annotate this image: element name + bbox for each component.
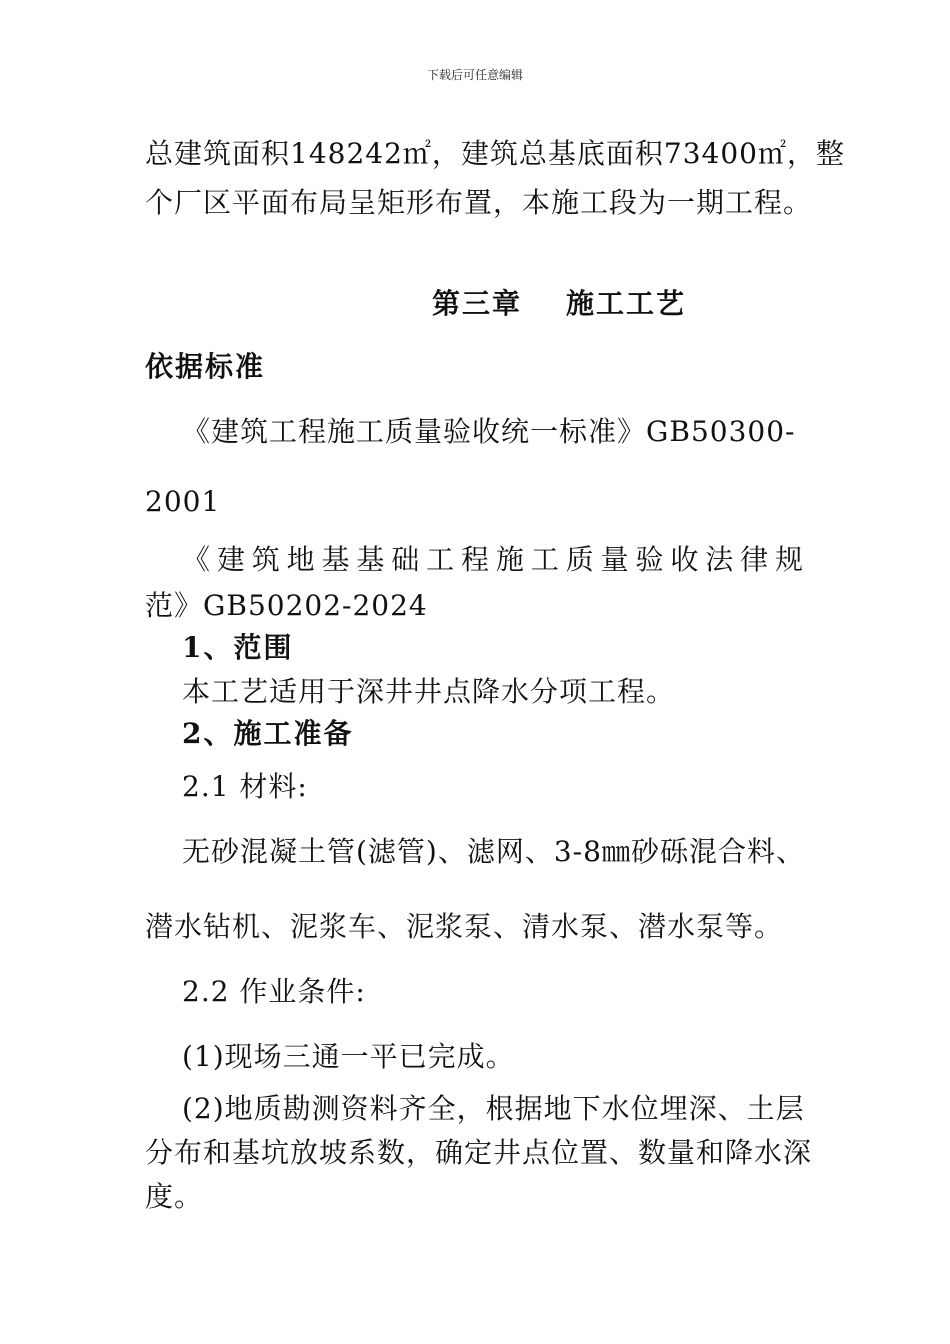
page-header: 下载后可任意编辑 (426, 68, 523, 82)
chapter-title: 施工工艺 (566, 287, 687, 320)
scope-text: 本工艺适用于深井井点降水分项工程。 (182, 675, 676, 708)
standard-2-line-1: 《建筑地基基础工程施工质量验收法律规 (182, 543, 804, 576)
chapter-heading (432, 282, 686, 322)
condition-2-line-3: 度。 (145, 1180, 204, 1213)
materials-line-2: 潜水钻机、泥浆车、泥浆泵、清水泵、潜水泵等。 (145, 910, 784, 943)
condition-2-line-1: (2)地质勘测资料齐全，根据地下水位埋深、土层 (182, 1092, 805, 1125)
prep-heading: 2、施工准备 (182, 717, 354, 750)
chapter-number: 第三章 (432, 287, 523, 320)
condition-1: (1)现场三通一平已完成。 (182, 1040, 515, 1073)
intro-line-1: 总建筑面积148242㎡，建筑总基底面积73400㎡，整 (145, 137, 845, 170)
scope-heading: 1、范围 (182, 631, 294, 664)
conditions-label: 2.2 作业条件: (182, 975, 366, 1008)
materials-label: 2.1 材料: (182, 770, 308, 803)
standard-1-line-1: 《建筑工程施工质量验收统一标准》GB50300- (182, 415, 796, 448)
condition-2-line-2: 分布和基坑放坡系数，确定井点位置、数量和降水深 (145, 1136, 813, 1169)
standard-1-line-2: 2001 (145, 485, 221, 518)
materials-line-1: 无砂混凝土管(滤管)、滤网、3-8㎜砂砾混合料、 (182, 835, 805, 868)
basis-heading: 依据标准 (145, 350, 266, 383)
intro-line-2: 个厂区平面布局呈矩形布置，本施工段为一期工程。 (145, 186, 813, 219)
standard-2-line-2: 范》GB50202-2024 (145, 589, 428, 622)
